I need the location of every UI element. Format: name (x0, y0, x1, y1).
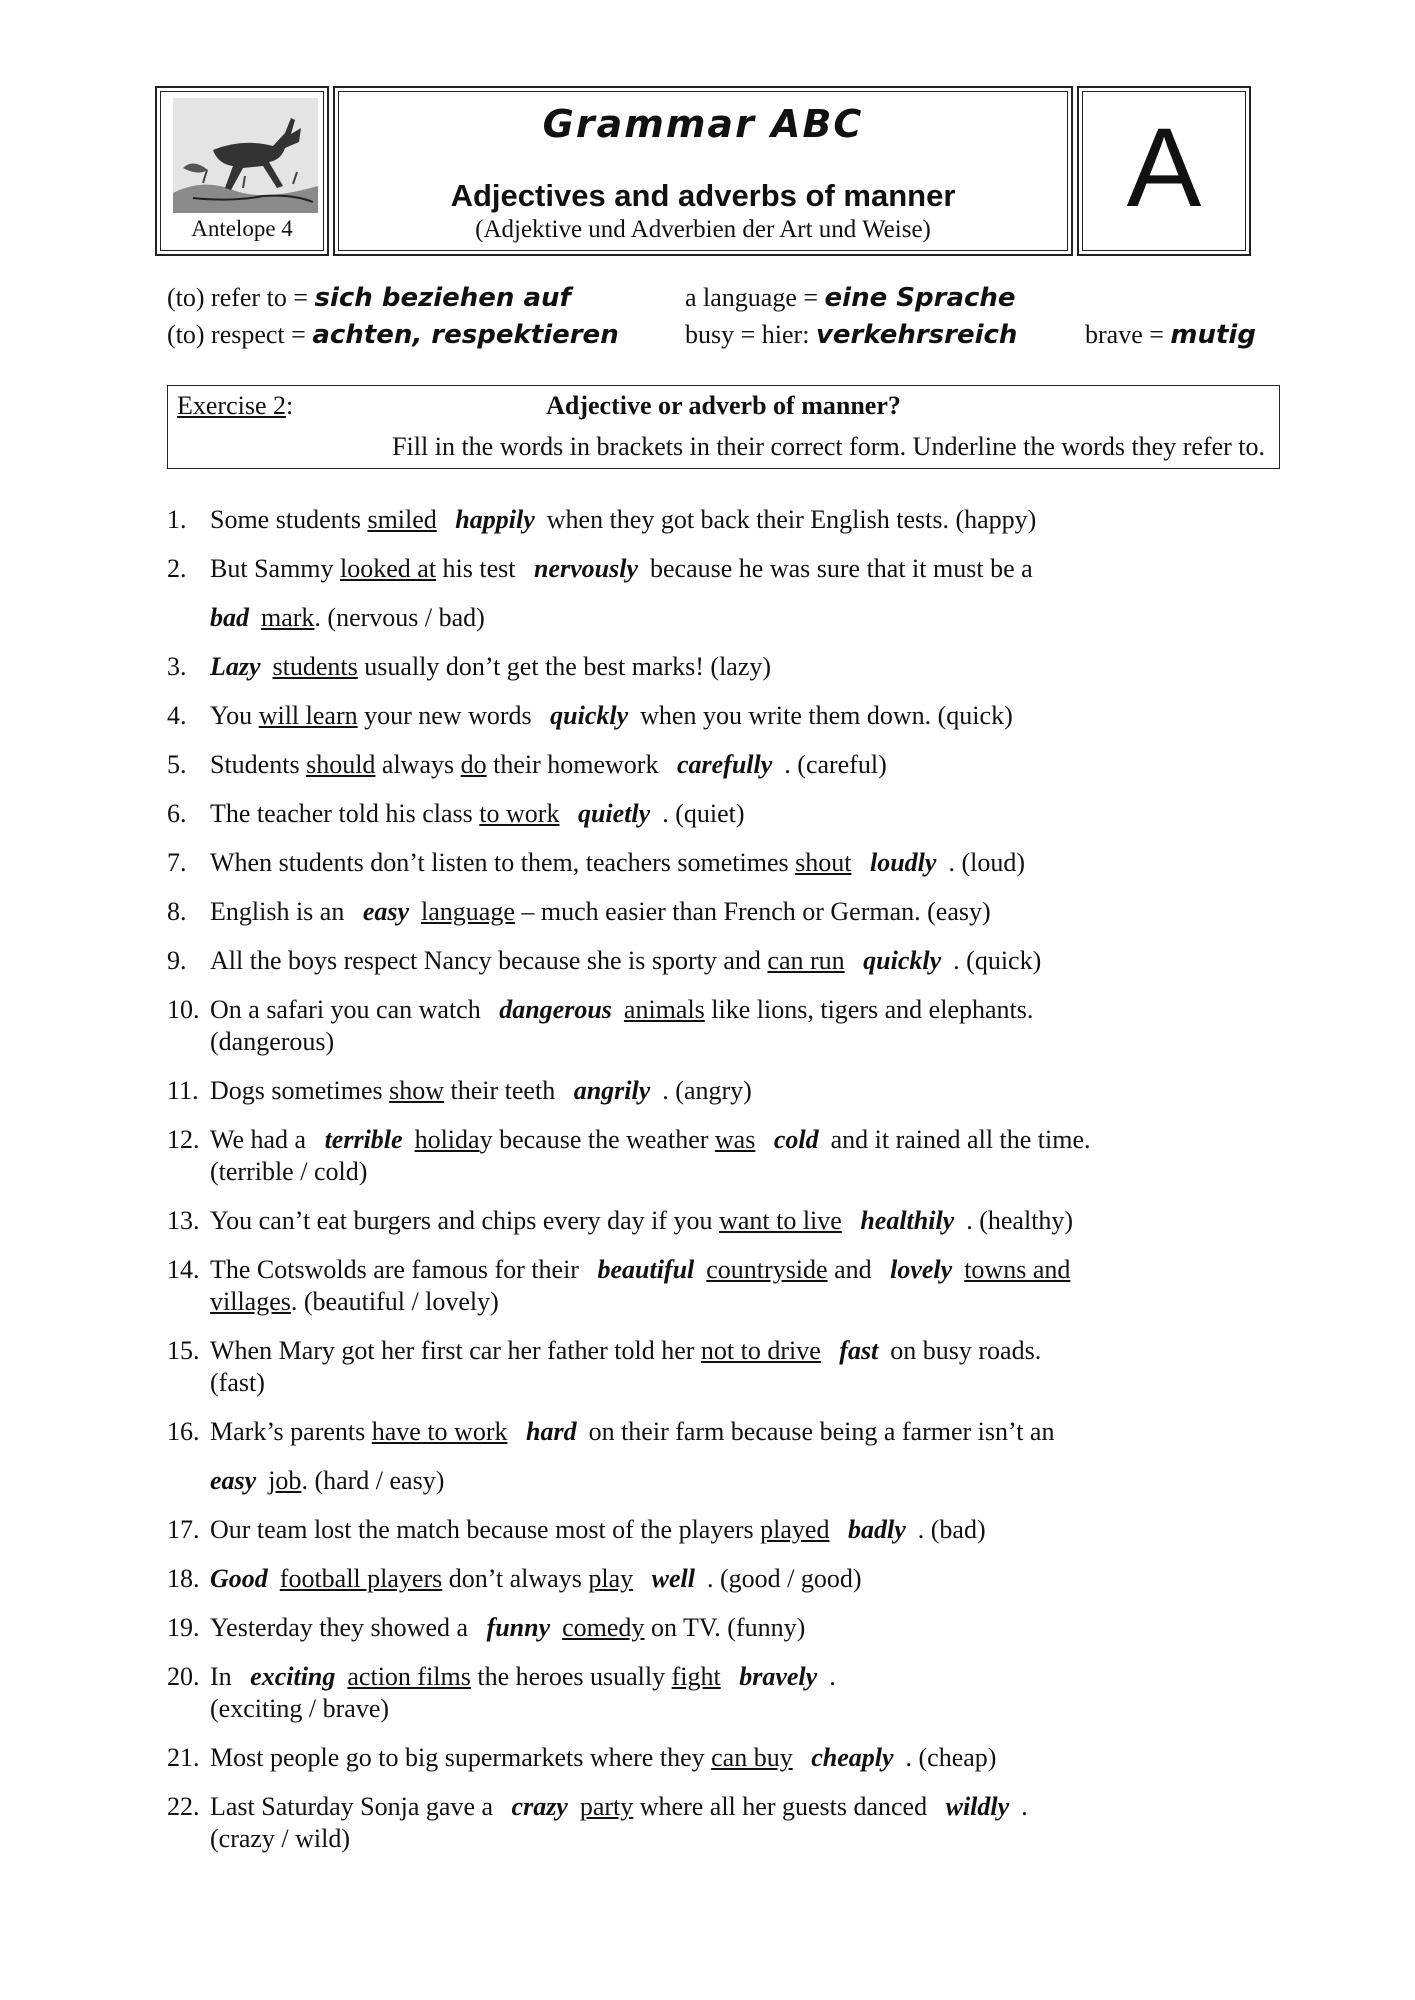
level-letter: A (1126, 105, 1202, 230)
item-number: 11. (167, 1076, 199, 1105)
referred-word: shout (795, 848, 852, 877)
referred-word: countryside (706, 1255, 828, 1284)
sentence-text: don’t always (442, 1564, 589, 1593)
sentence-item (167, 896, 1287, 928)
answer: happily (455, 505, 535, 534)
sentence-item (167, 1254, 1287, 1318)
answer: well (651, 1564, 695, 1593)
item-number: 21. (167, 1743, 200, 1772)
worksheet-title: Grammar ABC (542, 102, 864, 146)
answer: wildly (945, 1792, 1010, 1821)
sentence-text: We had a (210, 1125, 307, 1154)
answer: loudly (869, 848, 937, 877)
sentence-text: because he was sure that it must be a (650, 554, 1033, 583)
antelope-illustration (173, 98, 318, 213)
sentence-text: your new words (357, 701, 532, 730)
header-image-frame (160, 91, 324, 251)
referred-word: action films (347, 1662, 471, 1691)
referred-word: animals (623, 995, 705, 1024)
header-title-box (333, 86, 1073, 256)
sentence-text: his test (436, 554, 516, 583)
vocab-term: busy = hier: (685, 320, 816, 349)
item-number: 5. (167, 750, 187, 779)
item-number: 10. (167, 995, 200, 1024)
sentence-text: . (careful) (784, 750, 887, 779)
sentence-text: . (cheap) (905, 1743, 997, 1772)
answer: easy (210, 1466, 257, 1495)
sentence-text: Students (210, 750, 307, 779)
sentence-text: . (quiet) (662, 799, 745, 828)
referred-word: can run (767, 946, 845, 975)
sentence-text: You (210, 701, 259, 730)
answer: easy (362, 897, 410, 926)
answer: quickly (863, 946, 942, 975)
answer: quickly (550, 701, 629, 730)
sentence-line (210, 1465, 1287, 1497)
sentence-text: The teacher told his class (210, 799, 480, 828)
exercise-title: Adjective or adverb of manner? (546, 391, 901, 420)
sentence-text: Yesterday they showed a (210, 1613, 469, 1642)
item-number: 12. (167, 1125, 200, 1154)
sentence-text: English is an (210, 897, 345, 926)
sentence-text: . (829, 1662, 836, 1691)
sentence-text: and (827, 1255, 872, 1284)
sentence-text: where all her guests danced (633, 1792, 928, 1821)
answer: angrily (573, 1076, 651, 1105)
answer: crazy (511, 1792, 568, 1821)
sentence-text: Mark’s parents (210, 1417, 372, 1446)
vocab-translation: verkehrsreich (815, 320, 1018, 350)
sentence-text: when they got back their English tests. (happy) (546, 505, 1037, 534)
sentence-text: Dogs sometimes (210, 1076, 390, 1105)
referred-word: should (306, 750, 376, 779)
referred-word: can buy (711, 1743, 793, 1772)
sentence-text: The Cotswolds are famous for their (210, 1255, 579, 1284)
sentence-text: their teeth (444, 1076, 556, 1105)
item-number: 18. (167, 1564, 200, 1593)
sentence-item (167, 1335, 1287, 1399)
vocab-respect (167, 320, 619, 350)
sentence-text: When students don’t listen to them, teachers sometimes (210, 848, 796, 877)
sentence-text: – much easier than French or German. (easy) (514, 897, 991, 926)
sentence-text: usually don’t get the best marks! (lazy) (357, 652, 772, 681)
vocab-language (685, 283, 1016, 313)
referred-word: want to live (719, 1206, 842, 1235)
header-level-frame (1082, 91, 1246, 251)
sentence-text: Our team lost the match because most of the players (210, 1515, 761, 1544)
sentence-line (210, 602, 1287, 634)
item-number: 16. (167, 1417, 200, 1446)
referred-word: comedy (562, 1613, 645, 1642)
answer: carefully (676, 750, 773, 779)
item-number: 3. (167, 652, 187, 681)
referred-word: to work (479, 799, 560, 828)
answer: badly (847, 1515, 906, 1544)
vocab-term: a language = (685, 283, 825, 312)
header-level-box (1077, 86, 1251, 256)
sentence-text: Some students (210, 505, 368, 534)
answer: fast (839, 1336, 879, 1365)
referred-word: party (579, 1792, 634, 1821)
answer: Lazy (210, 652, 261, 681)
sentence-text: Most people go to big supermarkets where they (210, 1743, 712, 1772)
item-number: 22. (167, 1792, 200, 1821)
referred-word: will learn (258, 701, 358, 730)
sentence-hint: (exciting / brave) (210, 1694, 390, 1723)
sentence-text: All the boys respect Nancy because she is sporty and (210, 946, 768, 975)
referred-word: mark (261, 603, 315, 632)
item-number: 17. (167, 1515, 200, 1544)
sentence-text: the heroes usually (470, 1662, 672, 1691)
item-number: 20. (167, 1662, 200, 1691)
vocab-translation: mutig (1170, 320, 1256, 350)
sentence-item (167, 749, 1287, 781)
referred-word: not to drive (700, 1336, 821, 1365)
worksheet-german-subtitle: (Adjektive und Adverbien der Art und Weise) (475, 216, 931, 243)
sentence-text: like lions, tigers and elephants. (704, 995, 1034, 1024)
referred-word: holida (414, 1125, 480, 1154)
sentence-text: their homework (486, 750, 659, 779)
item-number: 9. (167, 946, 187, 975)
sentence-text: always (375, 750, 461, 779)
sentence-item (167, 504, 1287, 536)
answer: exciting (250, 1662, 336, 1691)
sentence-text: . (1021, 1792, 1028, 1821)
answer: dangerous (499, 995, 612, 1024)
sentence-item (167, 1124, 1287, 1188)
worksheet-subtitle: Adjectives and adverbs of manner (450, 178, 956, 213)
referred-word: looked at (340, 554, 437, 583)
sentence-text: . (bad) (917, 1515, 986, 1544)
item-number: 13. (167, 1206, 200, 1235)
referred-word: smiled (367, 505, 437, 534)
sentence-text: When Mary got her first car her father told her (210, 1336, 701, 1365)
item-number: 19. (167, 1613, 200, 1642)
item-number: 4. (167, 701, 187, 730)
answer: lovely (890, 1255, 953, 1284)
sentence-text: But Sammy (210, 554, 341, 583)
sentence-text: Last Saturday Sonja gave a (210, 1792, 494, 1821)
sentence-text: on TV. (funny) (644, 1613, 806, 1642)
vocab-brave (1085, 320, 1256, 350)
sentence-hint: (terrible / cold) (210, 1157, 368, 1186)
referred-word: was (714, 1125, 756, 1154)
sentence-text: . (nervous / bad) (314, 603, 485, 632)
referred-word: play (588, 1564, 634, 1593)
sentence-item (167, 1514, 1287, 1546)
answer: hard (526, 1417, 577, 1446)
sentence-text: and it rained all the time. (830, 1125, 1091, 1154)
referred-word: played (760, 1515, 830, 1544)
item-number: 15. (167, 1336, 200, 1365)
referred-word: show (389, 1076, 445, 1105)
sentence-item (167, 1661, 1287, 1725)
referred-word: towns and (964, 1255, 1071, 1284)
sentence-item (167, 945, 1287, 977)
exercise-colon: : (286, 391, 294, 420)
answer: bad (210, 603, 249, 632)
item-number: 8. (167, 897, 187, 926)
exercise-number: Exercise 2 (177, 391, 287, 420)
sentence-item (167, 1742, 1287, 1774)
item-number: 14. (167, 1255, 200, 1284)
exercise-box (167, 385, 1280, 469)
item-number: 7. (167, 848, 187, 877)
answer: healthily (860, 1206, 955, 1235)
referred-word: football players (279, 1564, 443, 1593)
sentence-item (167, 651, 1287, 683)
answer: terrible (324, 1125, 403, 1154)
answer: Good (210, 1564, 268, 1593)
sentence-hint: (crazy / wild) (210, 1824, 351, 1853)
sentence-list (167, 504, 1287, 1872)
sentence-text: on busy roads. (890, 1336, 1042, 1365)
item-number: 1. (167, 505, 187, 534)
sentence-hint: (fast) (210, 1368, 265, 1397)
sentence-item (167, 1075, 1287, 1107)
item-number: 2. (167, 554, 187, 583)
sentence-item (167, 994, 1287, 1058)
sentence-text: . (angry) (662, 1076, 752, 1105)
answer: bravely (739, 1662, 818, 1691)
sentence-item (167, 553, 1287, 634)
sentence-text: . (good / good) (706, 1564, 862, 1593)
sentence-item (167, 847, 1287, 879)
vocab-term: (to) respect = (167, 320, 313, 349)
vocab-refer (167, 283, 571, 313)
sentence-item (167, 1612, 1287, 1644)
referred-word: villages (210, 1287, 291, 1316)
sentence-text: when you write them down. (quick) (640, 701, 1013, 730)
sentence-item (167, 1416, 1287, 1497)
sentence-text: You can’t eat burgers and chips every day if you (210, 1206, 720, 1235)
sentence-text: In (210, 1662, 232, 1691)
exercise-instruction: Fill in the words in brackets in their correct form. Underline the words they refer to. (392, 432, 1265, 461)
answer: quietly (577, 799, 651, 828)
answer: cold (773, 1125, 819, 1154)
sentence-hint: (dangerous) (210, 1027, 335, 1056)
sentence-item (167, 1563, 1287, 1595)
sentence-item (167, 1205, 1287, 1237)
referred-word: language (421, 897, 515, 926)
item-number: 6. (167, 799, 187, 828)
vocab-busy (685, 320, 1017, 350)
vocab-term: (to) refer to = (167, 283, 315, 312)
referred-word: job (268, 1466, 302, 1495)
answer: cheaply (811, 1743, 894, 1772)
vocab-translation: achten, respektieren (312, 320, 619, 350)
answer: beautiful (597, 1255, 695, 1284)
referred-word: do (460, 750, 487, 779)
vocab-term: brave = (1085, 320, 1171, 349)
referred-word: students (272, 652, 358, 681)
vocab-translation: eine Sprache (824, 283, 1016, 313)
sentence-text: . (quick) (953, 946, 1042, 975)
sentence-item (167, 798, 1287, 830)
answer: funny (486, 1613, 551, 1642)
header-title-frame (338, 91, 1068, 251)
sentence-text: on their farm because being a farmer isn’t an (588, 1417, 1055, 1446)
image-caption: Antelope 4 (191, 216, 293, 241)
sentence-line (210, 1286, 1287, 1318)
sentence-text: y because the weather (479, 1125, 715, 1154)
referred-word: have to work (371, 1417, 508, 1446)
sentence-text: . (beautiful / lovely) (290, 1287, 499, 1316)
sentence-text: On a safari you can watch (210, 995, 481, 1024)
sentence-text: . (loud) (948, 848, 1025, 877)
sentence-text: . (healthy) (966, 1206, 1074, 1235)
referred-word: fight (671, 1662, 721, 1691)
sentence-item (167, 1791, 1287, 1855)
sentence-item (167, 700, 1287, 732)
answer: nervously (534, 554, 638, 583)
header-image-box (155, 86, 329, 256)
sentence-text: . (hard / easy) (301, 1466, 445, 1495)
vocab-translation: sich beziehen auf (314, 283, 571, 313)
